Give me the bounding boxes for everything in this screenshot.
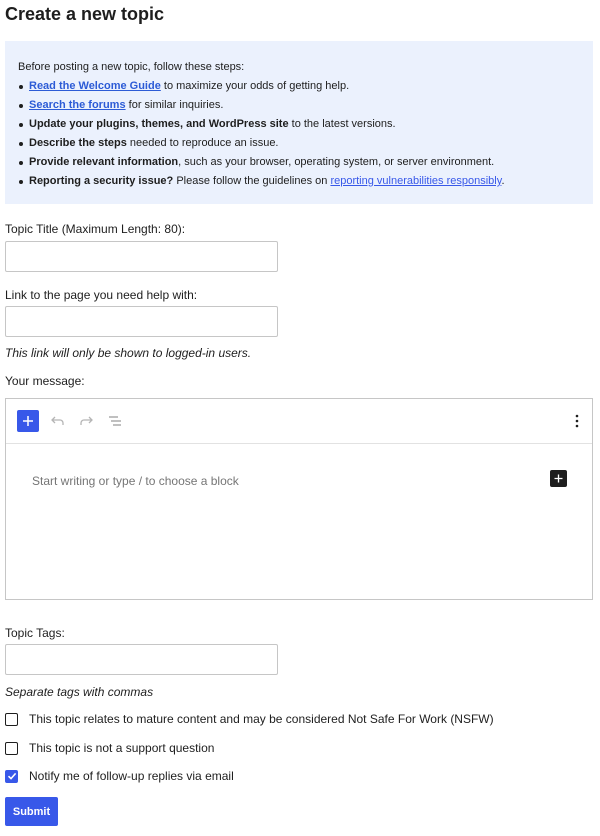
redo-icon[interactable] — [77, 412, 95, 430]
page-link-label: Link to the page you need help with: — [5, 288, 198, 302]
reporting-vulnerabilities-link[interactable]: reporting vulnerabilities responsibly — [330, 175, 502, 187]
checkmark-icon — [7, 771, 17, 781]
not-support-checkbox-row[interactable] — [5, 741, 214, 755]
guideline-text: to maximize your odds of getting help. — [160, 80, 350, 92]
page-title: Create a new topic — [5, 4, 165, 24]
plus-icon[interactable] — [17, 410, 39, 432]
nsfw-checkbox-label: This topic relates to mature content and may be considered Not Safe For Work (NSFW) — [29, 712, 494, 726]
guideline-item — [18, 134, 580, 153]
guideline-bold-text: Describe the steps — [29, 137, 127, 149]
guidelines-list — [18, 77, 580, 191]
submit-button[interactable]: Submit — [5, 797, 58, 826]
more-options-icon[interactable] — [574, 412, 580, 430]
topic-title-label: Topic Title (Maximum Length: 80): — [5, 222, 186, 236]
guideline-bold-text: Reporting a security issue? — [29, 175, 174, 187]
guideline-bold-text: Provide relevant information — [29, 156, 179, 168]
posting-guidelines-notice — [5, 41, 593, 204]
topic-tags-input[interactable] — [5, 644, 278, 675]
search-forums-link[interactable]: Search the forums — [29, 99, 126, 111]
guideline-item — [18, 172, 580, 191]
guideline-item — [18, 153, 580, 172]
page-link-input[interactable] — [5, 306, 278, 337]
editor-toolbar — [6, 399, 592, 444]
guideline-text: , such as your browser, operating system, or server environment. — [178, 156, 495, 168]
guideline-text: to the latest versions. — [288, 118, 396, 130]
welcome-guide-link[interactable]: Read the Welcome Guide — [29, 80, 161, 92]
not-support-checkbox-label: This topic is not a support question — [29, 741, 215, 755]
notify-checkbox-label: Notify me of follow-up replies via email — [29, 769, 234, 783]
topic-tags-label: Topic Tags: — [5, 626, 65, 640]
nsfw-checkbox[interactable] — [5, 713, 18, 726]
guideline-text: for similar inquiries. — [125, 99, 224, 111]
list-view-icon[interactable] — [106, 412, 124, 430]
plus-icon[interactable] — [550, 470, 567, 487]
guideline-bold-text: Update your plugins, themes, and WordPress site — [29, 118, 289, 130]
message-label: Your message: — [5, 374, 85, 388]
undo-icon[interactable] — [49, 412, 67, 430]
guideline-text: . — [501, 175, 505, 187]
notify-checkbox-row[interactable] — [5, 769, 234, 783]
guideline-item — [18, 96, 580, 115]
guideline-text: needed to reproduce an issue. — [126, 137, 279, 149]
notify-checkbox[interactable] — [5, 770, 18, 783]
topic-tags-hint: Separate tags with commas — [5, 685, 154, 699]
guideline-item — [18, 77, 580, 96]
topic-title-input[interactable] — [5, 241, 278, 272]
not-support-checkbox[interactable] — [5, 742, 18, 755]
guideline-item — [18, 115, 580, 134]
notice-intro: Before posting a new topic, follow these steps: — [18, 61, 245, 73]
editor-placeholder[interactable]: Start writing or type / to choose a block — [32, 474, 239, 488]
block-editor — [5, 398, 593, 600]
page-link-hint: This link will only be shown to logged-in users. — [5, 346, 252, 360]
guideline-text: Please follow the guidelines on — [173, 175, 331, 187]
nsfw-checkbox-row[interactable] — [5, 712, 494, 726]
